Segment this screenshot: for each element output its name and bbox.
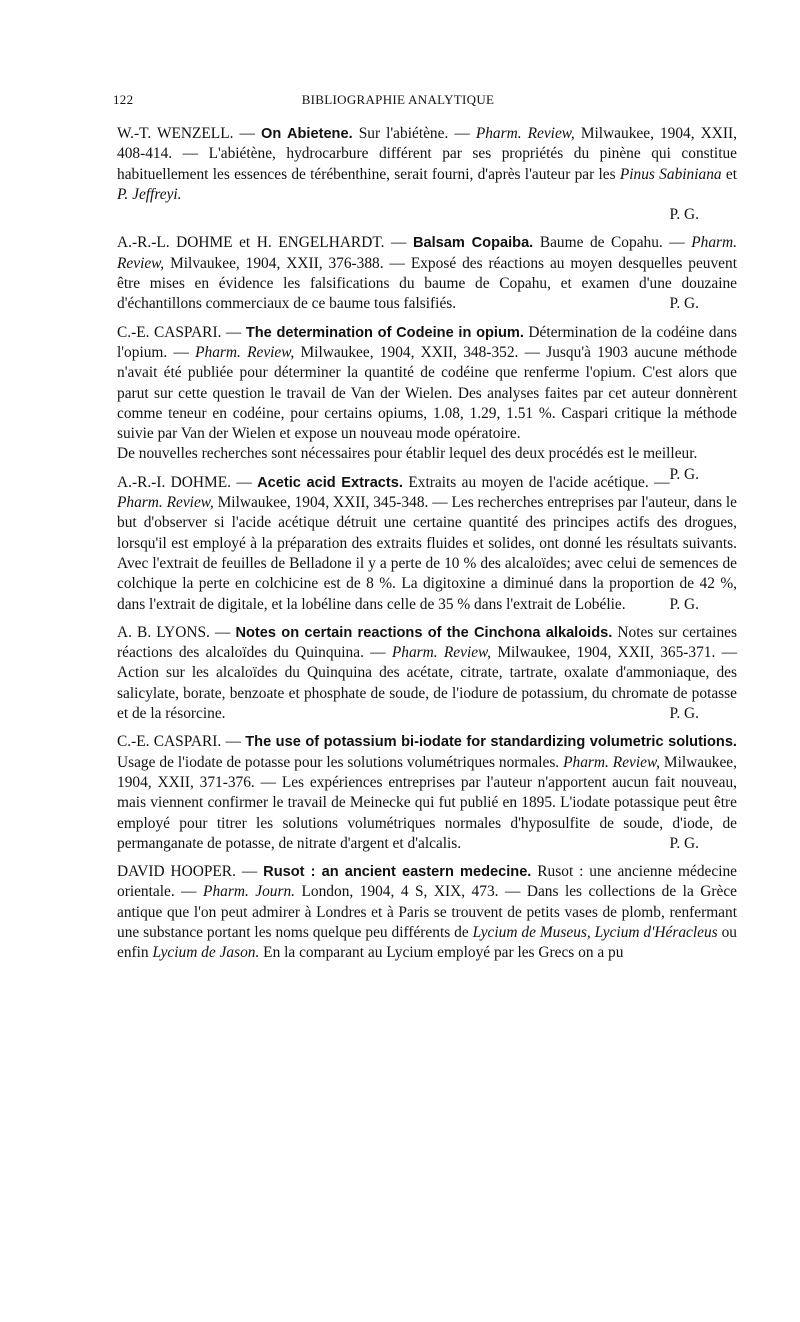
entry-author: W.-T. WENZELL. — (117, 125, 255, 142)
entry-author: A.-R.-I. DOHME. — (117, 473, 252, 491)
entry-journal: Pharm. Review, (195, 343, 295, 361)
entry-signature: P. G. (669, 465, 699, 483)
entry-italic: Lycium de Museus, Lycium d'Héracleus (472, 923, 718, 941)
entry-text: Baume de Copahu. — (539, 234, 685, 252)
bibliography-entry (117, 732, 737, 854)
entry-title: Notes on certain reactions of the Cinchona alkaloids. (235, 624, 613, 641)
entry-journal: Pharm. Journ. (203, 883, 296, 901)
entry-text: ou enfin (117, 923, 737, 962)
entry-signature: P. G. (669, 595, 699, 613)
entry-text: Milvaukee, 1904, XXII, 376-388. — Exposé des réactions au moyen desquelles peuvent être mises en évidence les falsifications du baume de Copahu, et examen d'une douzaine d'échantillons commerciaux de ce baume tous falsifiés. (117, 254, 737, 313)
entry-text: Milwaukee, 1904, XXII, 348-352. — Jusqu'à 1903 aucune méthode n'avait été publiée pour déterminer la quantité de codéine que renferme l'opium. C'est alors que parut sur cette question le travail de Van der Wielen. Des analyses faites par cet auteur donnèrent comme teneur en codéine, pour certains opiums, 1.08, 1.29, 1.51 %. Caspari critique la méthode suivie par Van der Wielen et expose un nouveau mode opératoire. (117, 343, 737, 443)
page-number: 122 (113, 92, 134, 107)
entry-text: En la comparant au Lycium employé par les Grecs on a pu (263, 944, 624, 962)
entry-author: A.-R.-L. DOHME et H. ENGELHARDT. — (117, 234, 407, 252)
entry-title: Balsam Copaiba. (412, 235, 534, 252)
entry-text: Rusot : une ancienne médecine orientale. — (117, 863, 738, 901)
entry-text: Sur l'abiétène. — (358, 125, 470, 142)
entry-journal: Pharm. Review, (475, 125, 575, 142)
entry-italic: Pinus Sabiniana (619, 165, 722, 183)
entry-title: Rusot : an ancient eastern medecine. (263, 864, 532, 881)
bibliography-entry (117, 623, 737, 724)
entry-text: et (725, 165, 737, 183)
entry-author: A. B. LYONS. — (117, 623, 231, 641)
entry-signature: P. G. (669, 834, 699, 852)
entry-journal: Pharm. Review, (563, 753, 660, 771)
entry-text: Milwaukee, 1904, XXII, 345-348. — Les recherches entreprises par l'auteur, dans le but d'observer si l'acide acétique détruit une certaine quantité des principes actifs des drogues, lorsqu'il est employé à la préparation des extraits fluides et solides, ont donné les résultats suivants. Avec l'extrait de feuilles de Belladone il y a perte de 10 % des alcaloïdes; avec celui de semences de colchique la perte en colchicine est de 8 %. La digitoxine a diminué dans la proportion de 42 %, dans l'extrait de digitale, et la lobéline dans celle de 35 % dans l'extrait de Lobélie. (117, 494, 737, 613)
entry-text: London, 1904, 4 S, XIX, 473. — Dans les collections de la Grèce antique que l'on peut admirer à Londres et à Paris se trouvent de petits vases de plomb, renfermant une substance portant les noms quelque peu différents de (117, 883, 737, 941)
page-body (117, 124, 737, 972)
entry-journal: Pharm. Review, (391, 644, 492, 662)
entry-title: The determination of Codeine in opium. (245, 324, 524, 341)
bibliography-entry (117, 473, 737, 615)
entry-author: C.-E. CASPARI. — (117, 733, 241, 751)
entry-title: Acetic acid Extracts. (257, 474, 403, 491)
entry-signature: P. G. (669, 295, 699, 313)
entry-text: Détermination de la codéine dans l'opium. — (117, 323, 737, 361)
entry-text: Milwaukee, 1904, XXII, 371-376. — Les expériences entreprises par l'auteur n'apportent aucun fait nouveau, mais viennent confirmer le travail de Meinecke qui fut publié en 1895. L'iodate potassique peut être employé pour titrer les solutions volumétriques normales d'hyposulfite de soude, d'iode, de permanganate de potasse, de nitrate d'argent et d'alcalis. (117, 753, 737, 852)
entry-signature: P. G. (669, 206, 699, 224)
entry-text: Usage de l'iodate de potasse pour les solutions volumétriques normales. (117, 753, 560, 771)
entry-author: DAVID HOOPER. — (117, 863, 258, 881)
running-header (113, 92, 683, 112)
entry-title: The use of potassium bi-iodate for standardizing volumetric solutions. (245, 734, 737, 751)
running-title: BIBLIOGRAPHIE ANALYTIQUE (301, 92, 495, 107)
entry-author: C.-E. CASPARI. — (117, 323, 242, 341)
entry-text: De nouvelles recherches sont nécessaires pour établir lequel des deux procédés est le meilleur. (117, 445, 698, 463)
entry-italic: Lycium de Jason. (152, 944, 260, 962)
bibliography-entry (117, 862, 737, 963)
entry-text: Extraits au moyen de l'acide acétique. — (408, 473, 670, 491)
entry-text: Milwaukee, 1904, XXII, 365-371. — Action sur les alcaloïdes du Quinquina des acétate, citrate, tartrate, oxalate d'ammoniaque, des salicylate, borate, benzoate et phosphate de soude, de l'iodure de potassium, du chromate de potasse et de la résorcine. (117, 644, 737, 723)
entry-journal: Pharm. Review, (117, 494, 214, 512)
bibliography-entry (117, 233, 737, 314)
entry-signature: P. G. (669, 705, 699, 723)
entry-journal: Pharm. Review, (117, 234, 738, 272)
entry-text: Milwaukee, 1904, XXII, 408-414. — L'abiétène, hydrocarbure différent par ses propriétés du pinène qui constitue habituellement les essences de térébenthine, serait fourni, d'après l'auteur par les (117, 125, 737, 183)
entry-italic: P. Jeffreyi. (117, 185, 182, 203)
entry-title: On Abietene. (260, 126, 353, 142)
entry-text: Notes sur certaines réactions des alcaloïdes du Quinquina. — (117, 623, 737, 662)
bibliography-entry (117, 124, 737, 225)
